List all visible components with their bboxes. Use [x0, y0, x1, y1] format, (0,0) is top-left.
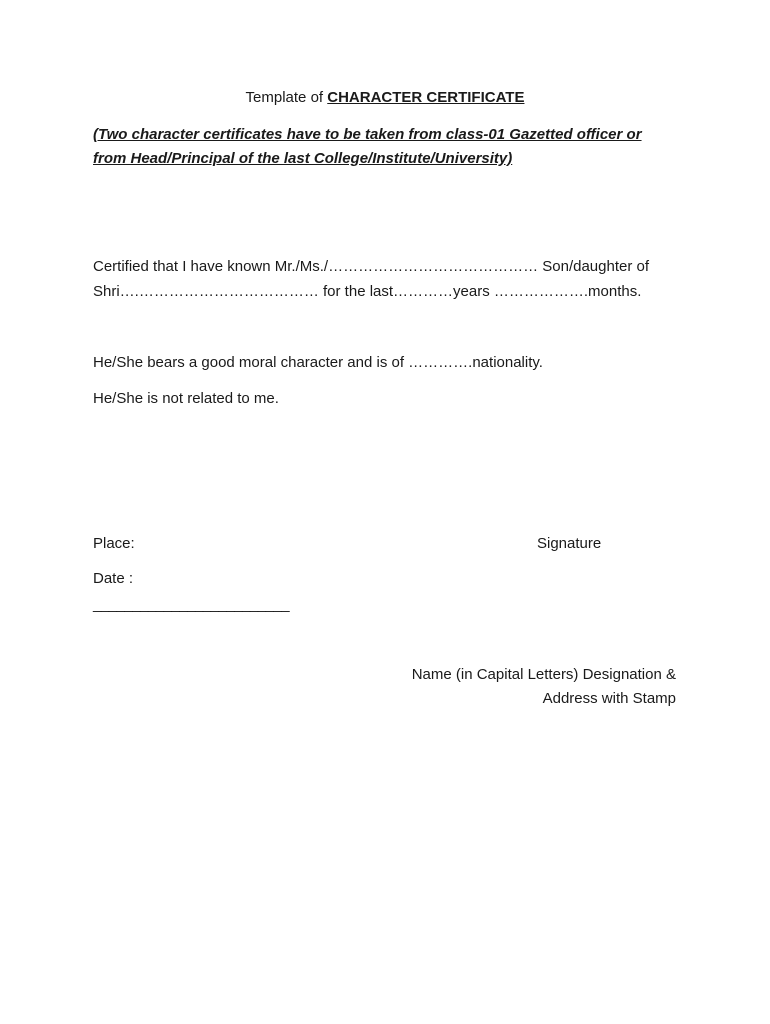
document-title — [0, 88, 770, 108]
title-main: CHARACTER CERTIFICATE — [327, 89, 525, 106]
issuer-name-label-line-1: Name (in Capital Letters) Designation & — [411, 666, 676, 683]
signature-line: _________________________ — [93, 596, 290, 613]
instruction-note-line-1: (Two character certificates have to be taken from class-01 Gazetted officer or — [93, 126, 642, 143]
title-prefix: Template of — [245, 89, 328, 106]
signature-label: Signature — [537, 535, 602, 552]
instruction-note-line-2: from Head/Principal of the last College/Institute/University) — [93, 150, 513, 167]
certification-line-1: Certified that I have known Mr./Ms./…………………………………… Son/daughter of — [93, 258, 650, 275]
place-label: Place: — [93, 535, 135, 552]
character-statement: He/She bears a good moral character and is of ………….nationality. — [93, 354, 543, 371]
date-label: Date : — [93, 570, 134, 587]
issuer-name-label-line-2: Address with Stamp — [542, 690, 676, 707]
certification-line-2: Shri….……………………………… for the last…………years ……………….months. — [93, 283, 642, 300]
relation-statement: He/She is not related to me. — [93, 390, 279, 407]
